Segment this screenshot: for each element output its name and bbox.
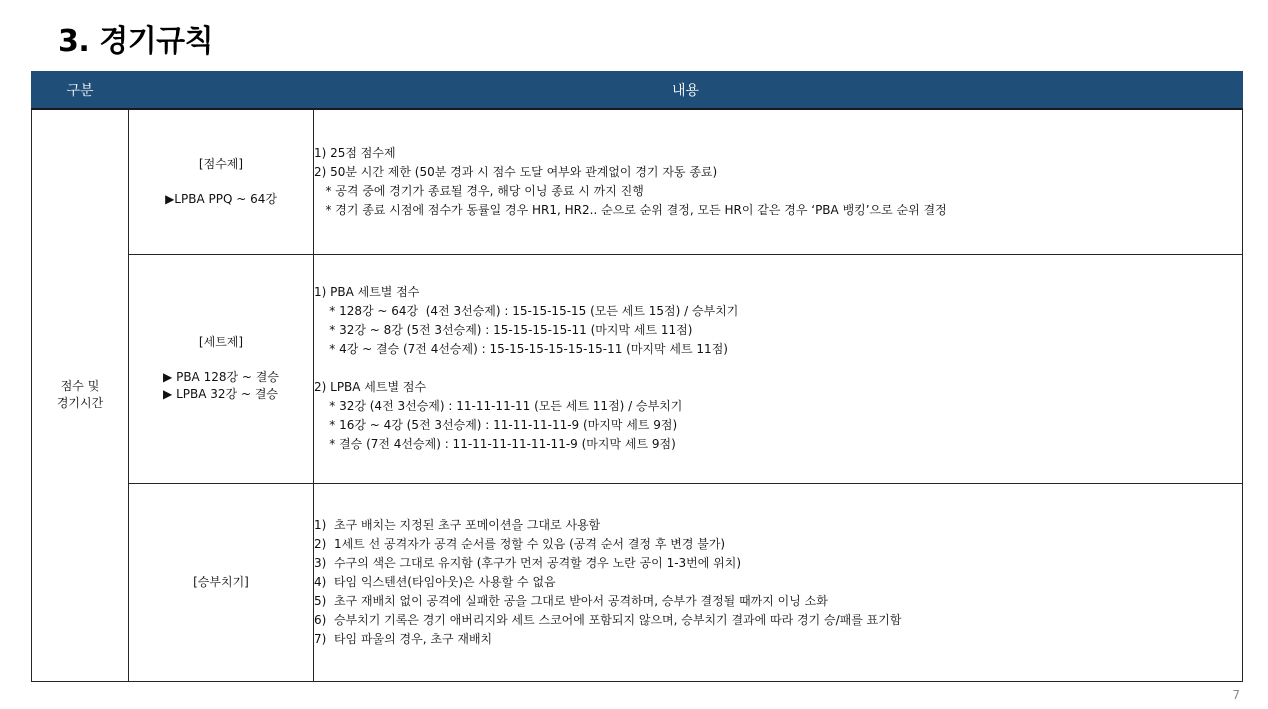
rule-title-sets: [세트제] (198, 335, 244, 349)
rule-scope-scoring: ▶LPBA PPQ ~ 64강 (165, 191, 277, 206)
content-spacer (314, 359, 1242, 378)
page-title: 3. 경기규칙 (58, 24, 214, 59)
header-content: 내용 (129, 72, 1243, 110)
content-line: * 공격 중에 경기가 종료될 경우, 해당 이닝 종료 시 까지 진행 (314, 183, 644, 198)
content-line: 5) 초구 재배치 없이 공격에 실패한 공을 그대로 받아서 공격하며, 승부가 결정될 때까지 이닝 소화 (314, 593, 828, 608)
content-line: 1) 25점 점수제 (314, 145, 396, 160)
content-line: 2) 50분 시간 제한 (50분 경과 시 점수 도달 여부와 관계없이 경기 자동 종료) (314, 164, 718, 179)
content-line: * 32강 (4전 3선승제) : 11-11-11-11 (모든 세트 11점) / 승부치기 (314, 399, 683, 413)
content-line: * 결승 (7전 4선승제) : 11-11-11-11-11-11-9 (마지막 세트 9점) (314, 437, 676, 451)
rule-content-sets (314, 254, 1243, 483)
content-line: * 4강 ~ 결승 (7전 4선승제) : 15-15-15-15-15-15-11 (마지막 세트 11점) (314, 342, 728, 356)
content-line: * 32강 ~ 8강 (5전 3선승제) : 15-15-15-15-11 (마지막 세트 11점) (314, 323, 693, 337)
rule-name-sets (129, 254, 314, 483)
page-number: 7 (1232, 688, 1240, 702)
content-line: 2) 1세트 선 공격자가 공격 순서를 정할 수 있음 (공격 순서 결정 후 변경 불가) (314, 536, 726, 551)
content-line: 7) 타임 파울의 경우, 초구 재배치 (314, 631, 493, 646)
rule-scope-lpba: ▶ LPBA 32강 ~ 결승 (163, 387, 278, 401)
content-line: 2) LPBA 세트별 점수 (314, 380, 427, 394)
category-label-line2: 경기시간 (56, 396, 104, 411)
content-line: 1) PBA 세트별 점수 (314, 285, 420, 299)
content-line: 3) 수구의 색은 그대로 유지함 (후구가 먼저 공격할 경우 노란 공이 1-3번에 위치) (314, 555, 742, 570)
content-line: * 경기 종료 시점에 점수가 동률일 경우 HR1, HR2.. 순으로 순위 결정, 모든 HR이 같은 경우 ‘PBA 뱅킹’으로 순위 결정 (314, 202, 947, 217)
content-line: 6) 승부치기 기록은 경기 애버리지와 세트 스코어에 포함되지 않으며, 승부치기 결과에 따라 경기 승/패를 표기함 (314, 612, 902, 627)
content-line: 4) 타임 익스텐션(타임아웃)은 사용할 수 없음 (314, 574, 556, 589)
rule-title-shootout: [승부치기] (193, 574, 249, 589)
table-header-row (32, 72, 1243, 110)
header-category: 구분 (32, 72, 129, 110)
table-row-shootout (32, 483, 1243, 681)
rule-title-scoring: [점수제] (198, 156, 244, 171)
content-line: * 128강 ~ 64강 (4전 3선승제) : 15-15-15-15 (모든 세트 15점) / 승부치기 (314, 304, 739, 318)
content-line: * 16강 ~ 4강 (5전 3선승제) : 11-11-11-11-9 (마지막 세트 9점) (314, 418, 678, 432)
table-row-scoring (32, 109, 1243, 254)
rules-table (31, 71, 1243, 682)
rule-name-scoring (129, 109, 314, 254)
content-line: 1) 초구 배치는 지정된 초구 포메이션을 그대로 사용함 (314, 517, 601, 532)
rule-name-shootout (129, 483, 314, 681)
category-cell (32, 109, 129, 681)
rule-scope-pba: ▶ PBA 128강 ~ 결승 (163, 370, 279, 384)
rule-content-shootout (314, 483, 1243, 681)
rule-content-scoring (314, 109, 1243, 254)
category-label-line1: 점수 및 (60, 379, 100, 394)
table-row-sets (32, 254, 1243, 483)
